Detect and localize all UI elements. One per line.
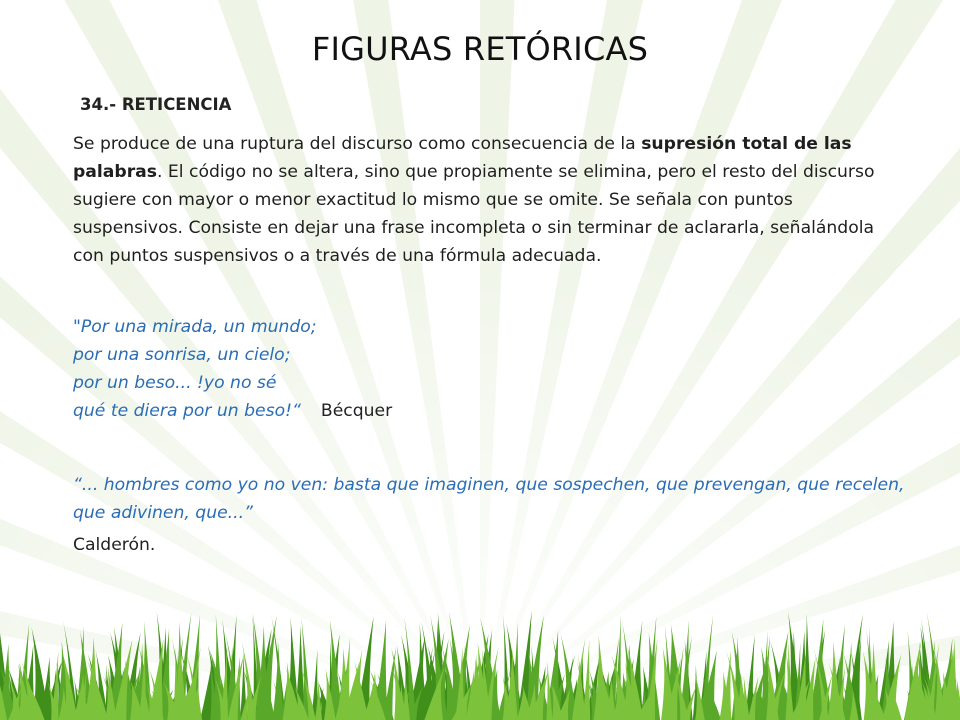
grass-blade (272, 640, 283, 720)
calderon-quote: “... hombres como yo no ven: basta que imaginen, que sospechen, que prevengan, que recelen, que adivinen, que...” (73, 475, 905, 523)
poem-line: qué te diera por un beso!“ (73, 401, 301, 421)
definition-text-1: Se produce de una ruptura del discurso como consecuencia de la (73, 134, 642, 154)
poem-line: por una sonrisa, un cielo; (73, 345, 291, 365)
becquer-poem (73, 313, 573, 425)
grass-decoration (0, 610, 960, 720)
definition-paragraph (73, 130, 903, 270)
poem-line: "Por una mirada, un mundo; (73, 317, 317, 337)
slide-title: FIGURAS RETÓRICAS (311, 30, 649, 68)
poem-author: Bécquer (320, 401, 393, 421)
definition-bold-phrase: supresión total de las palabras (73, 134, 852, 182)
poem-last-line-row (73, 397, 573, 425)
section-heading: 34.- RETICENCIA (80, 95, 232, 114)
definition-text-2: . El código no se altera, sino que propiamente se elimina, pero el resto del discurso sugiere con mayor o menor exactitud lo mismo que se omite. Se señala con puntos suspensivos. Consiste en dejar una frase incompleta o sin terminar de aclararla, señalándola con puntos suspensivos o a través de una fórmula adecuada. (73, 162, 875, 266)
grass-blade (583, 639, 591, 720)
quote-author: Calderón. (73, 535, 156, 555)
poem-line: por un beso... !yo no sé (73, 373, 277, 393)
